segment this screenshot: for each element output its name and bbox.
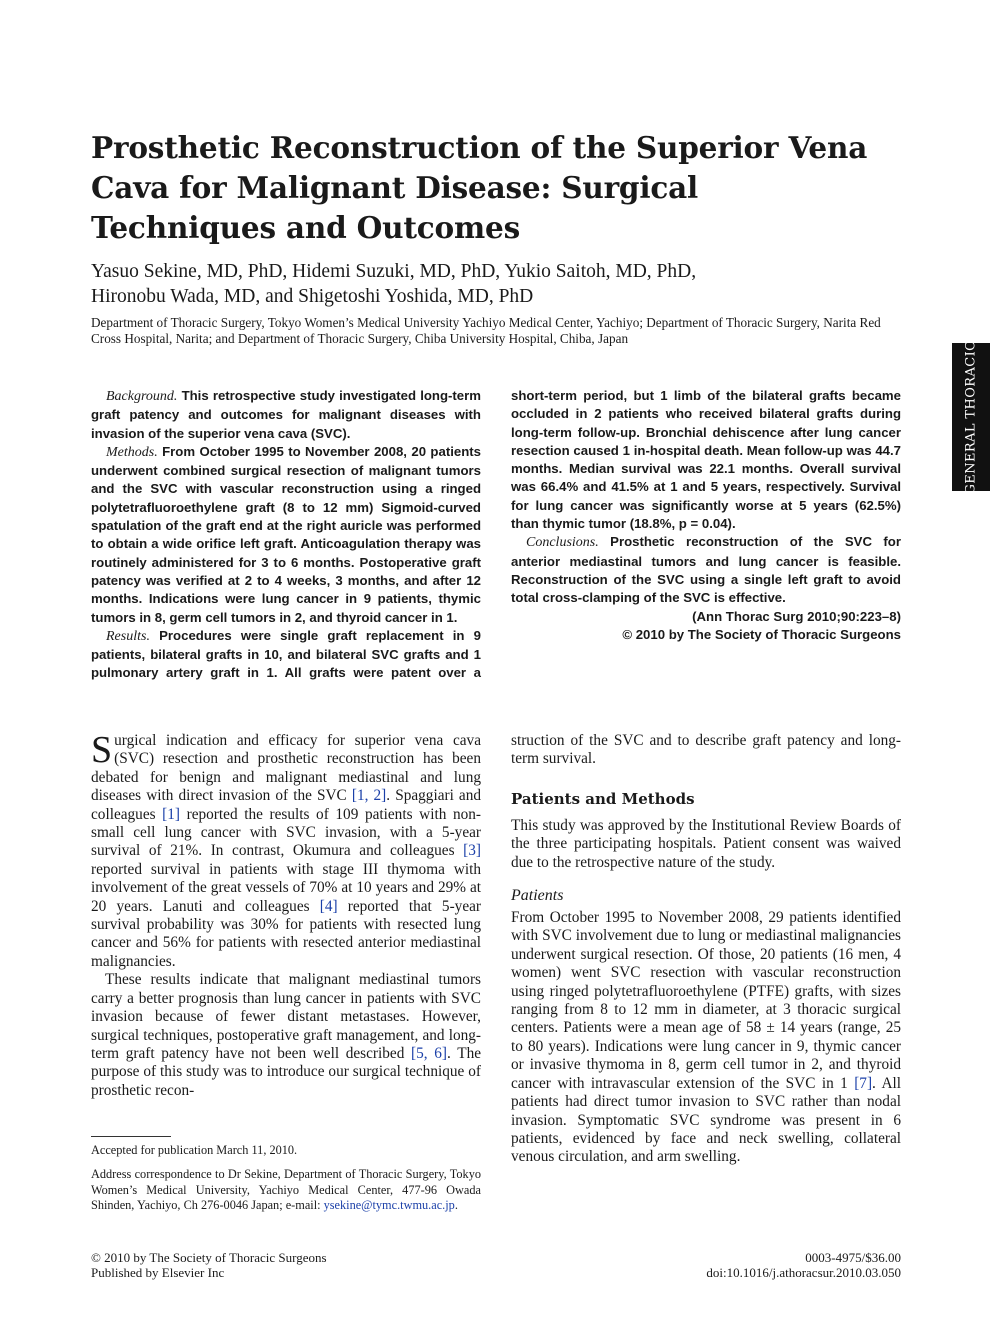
abstract-conclusions — [511, 533, 901, 607]
section-heading: Patients and Methods — [511, 789, 695, 808]
abstract-label: Conclusions. — [526, 535, 599, 551]
author-line: Yasuo Sekine, MD, PhD, Hidemi Suzuki, MD, PhD, Yukio Saitoh, MD, PhD, — [91, 261, 697, 282]
body-text: urgical indication and efficacy for superior vena cava (SVC) resection and prosthetic reconstruction has been debated for benign and malignant mediastinal and lung diseases with direct invasion of the SVC — [91, 732, 481, 805]
reference-link[interactable]: [4] — [319, 897, 338, 915]
patients-paragraph — [511, 909, 901, 1167]
email-link[interactable]: ysekine@tymc.twmu.ac.jp — [323, 1198, 455, 1213]
footer-left — [91, 1250, 327, 1280]
author-list — [91, 259, 911, 309]
body-text: . The purpose of this study was to introduce our surgical technique of prosthetic recon- — [91, 1044, 482, 1099]
article-title: Prosthetic Reconstruction of the Superior Vena Cava for Malignant Disease: Surgical Techniques and Outcomes — [91, 130, 868, 245]
reference-link[interactable]: [1] — [162, 805, 181, 823]
abstract-copyright: © 2010 by The Society of Thoracic Surgeons — [622, 626, 901, 642]
abstract-label: Methods. — [106, 444, 158, 460]
side-tab-label: GENERAL THORACIC — [963, 340, 979, 494]
body-column-left — [91, 729, 482, 1100]
intro-paragraph — [91, 971, 481, 1100]
author-line: Hironobu Wada, MD, and Shigetoshi Yoshida, MD, PhD — [91, 286, 534, 307]
abstract-methods — [91, 443, 481, 627]
intro-paragraph-continued: struction of the SVC and to describe graft patency and long-term survival. — [511, 732, 901, 768]
abstract-label: Background. — [106, 389, 178, 404]
body-text: reported survival in patients with stage III thymoma with involvement of the great vessels of 70% at 10 years and 29% at 20 years. Lanuti and colleagues — [91, 860, 481, 915]
body-text: . Spaggiari and colleagues — [91, 787, 482, 823]
methods-paragraph: This study was approved by the Institutional Review Boards of the three participating hospitals. Patient consent was waived due to the retrospective nature of the study. — [511, 816, 901, 871]
footer-copyright: © 2010 by The Society of Thoracic Surgeons — [91, 1250, 327, 1265]
body-text: From October 1995 to November 2008, 29 patients identified with SVC involvement due to lung or mediastinal malignancies underwent surgical resection. Of those, 20 patients (16 men, 4 women) went SVC resection with vascular reconstruction using ringed polytetrafluoroethylene (PTFE) grafts, with sizes ranging from 8 to 12 mm in diameter, at 3 thoracic surgical centers. Patients were a mean age of 58 ± 14 years (range, 25 to 80 years). Indications were lung cancer in 9, thymic cancer or invasive thymoma in 8, germ cell tumor in 2, and thyroid cancer with intravascular extension of the SVC in 1 — [511, 909, 901, 1092]
page-footer — [91, 1250, 901, 1280]
body-text: . All patients had direct tumor invasion to SVC rather than nodal invasion. Symptomatic SVC syndrome was present in 6 patients, evidenced by face and neck swelling, collateral venous circulation, and arm swelling. — [511, 1074, 901, 1166]
journal-citation: (Ann Thorac Surg 2010;90:223–8) — [692, 608, 901, 624]
intro-paragraph — [91, 729, 482, 971]
abstract-text: This retrospective study investigated long-term graft patency and outcomes for malignant diseases with invasion of the superior vena cava (SVC). — [91, 388, 481, 441]
footnote-rule — [91, 1136, 171, 1137]
subsection-heading: Patients — [511, 887, 564, 905]
abstract-text: Prosthetic reconstruction of the SVC for anterior mediastinal tumors and lung cancer is feasible. Reconstruction of the SVC using a single left graft to avoid total cross-clamping of the SVC is effective. — [511, 534, 901, 606]
accepted-note: Accepted for publication March 11, 2010. — [91, 1143, 298, 1157]
reference-link[interactable]: [1, 2] — [351, 787, 387, 805]
abstract-text: From October 1995 to November 2008, 20 patients underwent combined surgical resection of malignant tumors and the SVC with vascular reconstruction using a ringed polytetrafluoroethylene graft (8 to 12 mm) Sigmoid-curved spatulation of the graft end at the right auricle was performed to obtain a wide orifice left graft. Anticoagulation therapy was routinely administered for 3 to 6 months. Postoperative graft patency was verified at 2 to 4 weeks, 3 months, and after 12 months. Indications were lung cancer in 9 patients, thymic tumors in 8, germ cell tumors in 2, and thyroid cancer in 1. — [91, 443, 481, 625]
reference-link[interactable]: [3] — [463, 842, 481, 860]
footer-issn: 0003-4975/$36.00 — [805, 1250, 901, 1265]
drop-cap: S — [91, 729, 113, 771]
body-text: reported the results of 109 patients with non-small cell lung cancer with SVC invasion, with a 5-year survival of 21%. In contrast, Okumura and colleagues — [91, 805, 481, 860]
section-side-tab — [952, 340, 990, 494]
footer-right — [706, 1250, 901, 1280]
reference-link[interactable]: [5, 6] — [411, 1044, 448, 1062]
footer-publisher: Published by Elsevier Inc — [91, 1265, 225, 1280]
footnotes — [91, 1143, 481, 1223]
abstract-background — [91, 387, 481, 443]
body-text: Address correspondence to Dr Sekine, Department of Thoracic Surgery, Tokyo Women’s Medical University, Yachiyo Medical Center, 477-96 Owada Shinden, Yachiyo, Ch 276-0046 Japan; e-mail: — [91, 1167, 481, 1213]
body-text: . — [454, 1198, 458, 1213]
body-column-right — [511, 732, 901, 1167]
abstract-text: Procedures were single graft replacement in 9 patients, bilateral grafts in 10, and bilateral SVC grafts and 1 pulmonary artery graft in 1. All grafts were patent over a short-term period, but 1 limb of the bilateral grafts became occluded in 2 patients who received bilateral grafts during long-term follow-up. Bronchial dehiscence after lung cancer resection caused 1 in-hospital death. Mean follow-up was 44.7 months. Median survival was 22.1 months. Overall survival was 66.4% and 41.5% at 1 and 5 years, respectively. Survival for lung cancer was significantly worse at 5 years (62.5%) than thymic tumor (18.8%, p = 0.04). — [91, 388, 901, 681]
abstract-label: Results. — [106, 628, 150, 644]
abstract — [91, 387, 901, 687]
body-text: These results indicate that malignant mediastinal tumors carry a better prognosis than lung cancer in patients with SVC invasion because of fewer distant metastases. However, surgical techniques, postoperative graft management, and long-term graft patency have not been well described — [91, 971, 481, 1062]
body-text: reported that 5-year survival probability was 30% for patients with resected lung cancer and 56% for patients with resected anterior mediastinal malignancies. — [91, 897, 481, 970]
correspondence-note — [91, 1167, 481, 1213]
footer-doi: doi:10.1016/j.athoracsur.2010.03.050 — [706, 1265, 901, 1280]
affiliation: Department of Thoracic Surgery, Tokyo Women’s Medical University Yachiyo Medical Center, Yachiyo; Department of Thoracic Surgery, Narita Red Cross Hospital, Narita; and Department of Thoracic Surgery, Chiba University Hospital, Chiba, Japan — [91, 315, 881, 346]
reference-link[interactable]: [7] — [854, 1074, 873, 1092]
